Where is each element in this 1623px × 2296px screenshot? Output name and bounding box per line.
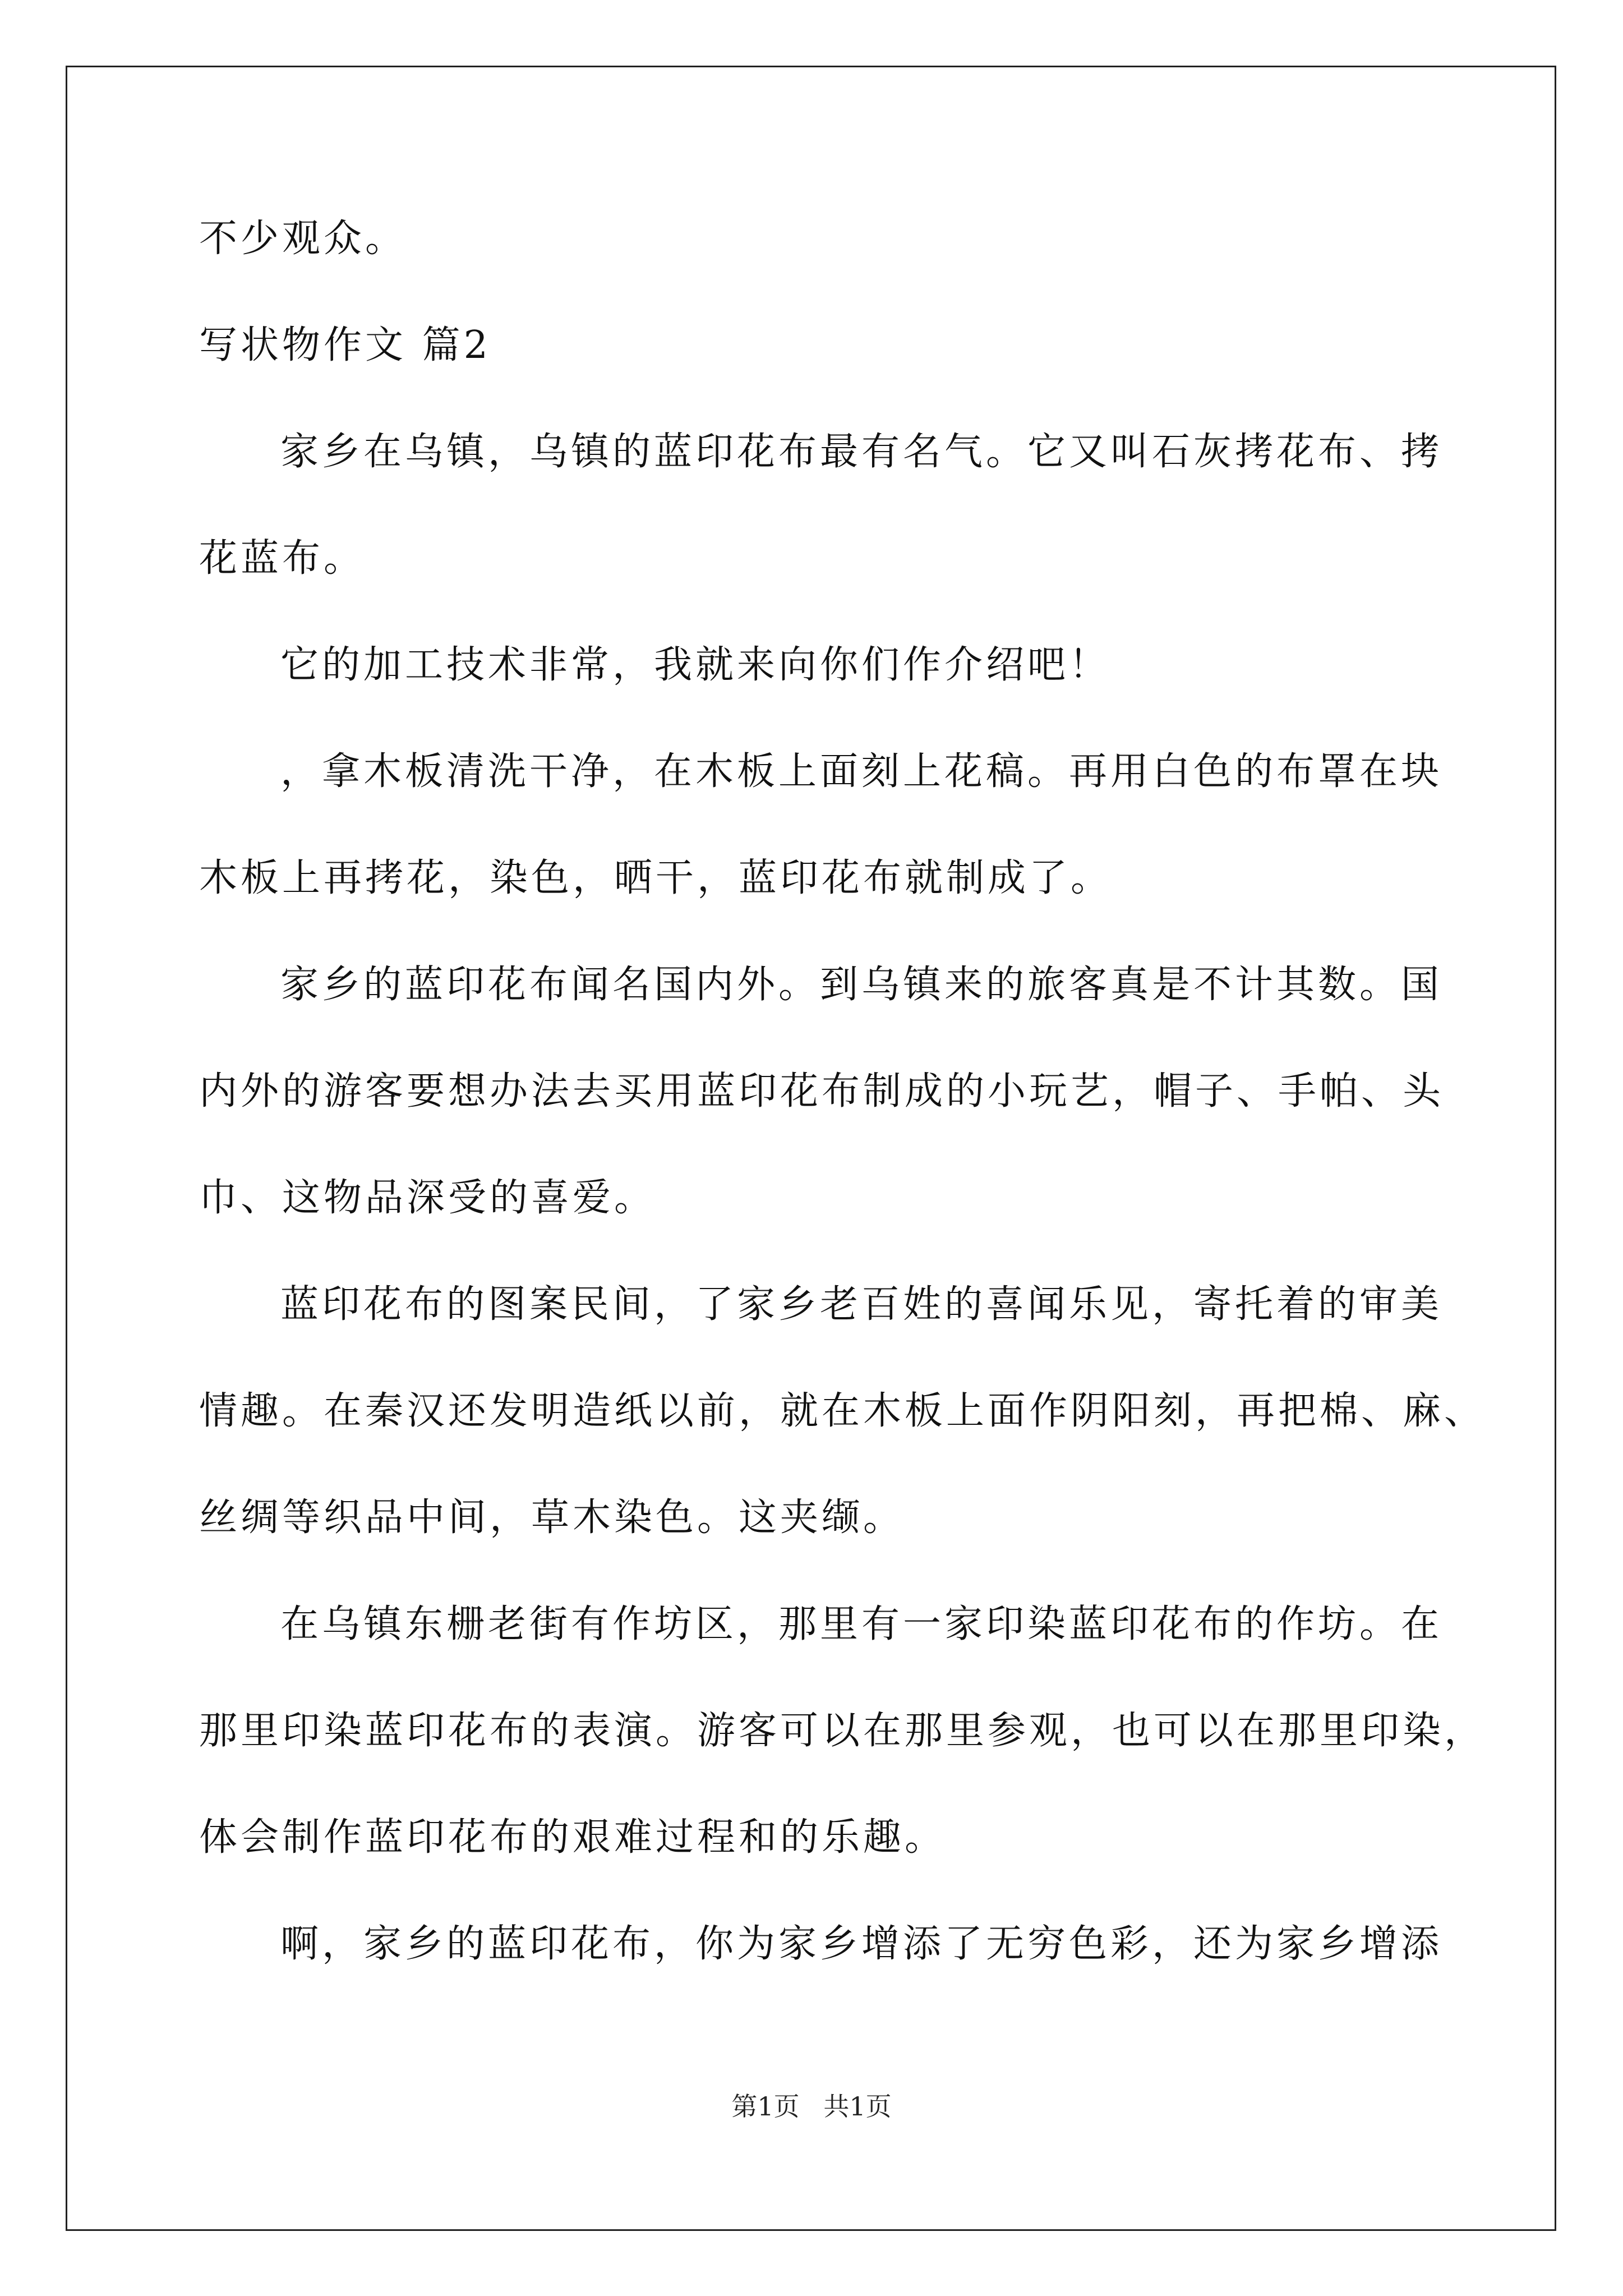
page-number-current: 第1页 bbox=[731, 2091, 800, 2122]
text-line: ，拿木板清洗干净，在木板上面刻上花稿。再用白色的布罩在块 bbox=[280, 749, 1443, 794]
document-body bbox=[199, 212, 1486, 2024]
text-line: 体会制作蓝印花布的艰难过程和的乐趣。 bbox=[199, 1815, 947, 1860]
text-line: 家乡在乌镇，乌镇的蓝印花布最有名气。它又叫石灰拷花布、拷 bbox=[280, 430, 1443, 474]
text-line: 木板上再拷花，染色，晒干，蓝印花布就制成了。 bbox=[199, 856, 1113, 900]
text-line: 丝绸等织品中间，草木染色。这夹缬。 bbox=[199, 1496, 905, 1540]
text-line: 在乌镇东栅老街有作坊区，那里有一家印染蓝印花布的作坊。在 bbox=[280, 1602, 1443, 1646]
text-line: 家乡的蓝印花布闻名国内外。到乌镇来的旅客真是不计其数。国 bbox=[280, 963, 1443, 1007]
text-line: 啊，家乡的蓝印花布，你为家乡增添了无穷色彩，还为家乡增添 bbox=[280, 1922, 1443, 1966]
text-line: 情趣。在秦汉还发明造纸以前，就在木板上面作阴阳刻，再把棉、麻、 bbox=[199, 1389, 1486, 1433]
text-line: 蓝印花布的图案民间，了家乡老百姓的喜闻乐见，寄托着的审美 bbox=[280, 1282, 1443, 1327]
text-line: 内外的游客要想办法去买用蓝印花布制成的小玩艺，帽子、手帕、头 bbox=[199, 1069, 1445, 1114]
text-line: 那里印染蓝印花布的表演。游客可以在那里参观，也可以在那里印染， bbox=[199, 1709, 1486, 1753]
section-heading: 写状物作文 篇2 bbox=[199, 323, 491, 367]
text-line: 花蓝布。 bbox=[199, 536, 366, 581]
page-number-total: 共1页 bbox=[823, 2091, 892, 2122]
text-line: 巾、这物品深受的喜爱。 bbox=[199, 1176, 656, 1220]
text-line: 它的加工技术非常，我就来向你们作介绍吧！ bbox=[280, 643, 1111, 687]
text-line: 不少观众。 bbox=[199, 217, 407, 261]
page-footer bbox=[0, 2090, 1623, 2123]
